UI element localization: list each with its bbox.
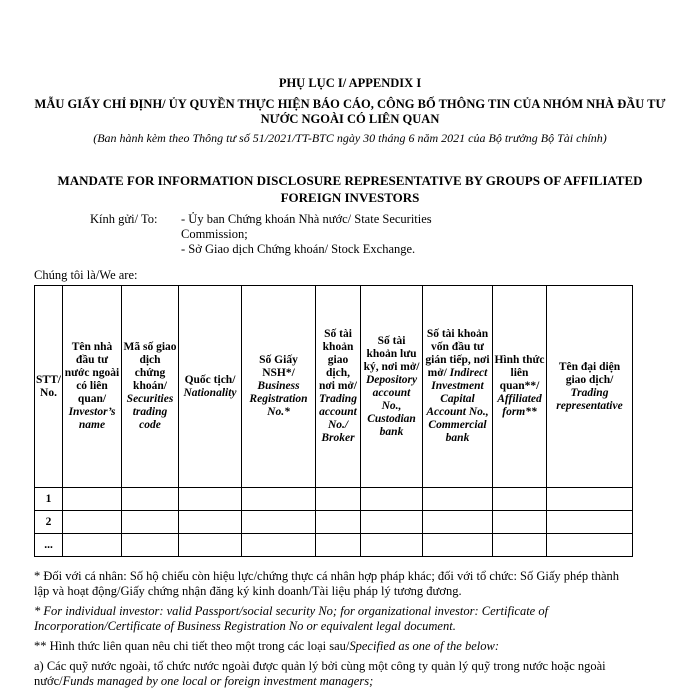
note-id-vn: * Đối với cá nhân: Số hộ chiếu còn hiệu lực/chứng thực cá nhân hợp pháp khác; đối với tổ chức: Số Giấy phép thành lập và hoạt động/Giấy chứng nhận đăng ký kinh doanh/Tài liệu pháp lý tương đương. [34,569,619,598]
table-cell[interactable] [316,511,361,534]
footnotes [34,569,634,694]
table-cell[interactable] [242,511,316,534]
header-depository-account: Số tài khoản lưu ký, nơi mở/ Depository account No., Custodian bank [361,286,423,488]
header-investor-name: Tên nhà đầu tư nước ngoài có liên quan/ Investor’s name [63,286,122,488]
header-nationality: Quốc tịch/ Nationality [179,286,242,488]
table-cell[interactable] [122,488,179,511]
table-cell[interactable] [63,534,122,557]
note-affiliated: ** Hình thức liên quan nêu chi tiết theo một trong các loại sau/Specified as one of the below: [34,639,499,653]
header-affiliated-form: Hình thức liên quan**/ Affiliated form** [493,286,547,488]
table-cell[interactable] [179,488,242,511]
appendix-heading: PHỤ LỤC I/ APPENDIX I [278,76,422,90]
header-capital-account: Số tài khoản vốn đầu tư gián tiếp, nơi mở/ Indirect Investment Capital Account No., Commercial bank [423,286,493,488]
table-cell[interactable] [547,534,633,557]
table-header-row [35,286,633,488]
table-cell[interactable] [63,511,122,534]
addressee-list [181,212,481,257]
table-cell[interactable] [547,511,633,534]
table-cell[interactable] [423,511,493,534]
header-trading-representative: Tên đại diện giao dịch/ Trading representative [547,286,633,488]
table-cell[interactable] [361,488,423,511]
header-trading-account: Số tài khoản giao dịch, nơi mở/ Trading account No./ Broker [316,286,361,488]
investor-table [34,285,633,557]
table-cell[interactable] [423,488,493,511]
row-number: 2 [35,511,63,534]
title-vietnamese: MẪU GIẤY CHỈ ĐỊNH/ ỦY QUYỀN THỰC HIỆN BÁO CÁO, CÔNG BỐ THÔNG TIN CỦA NHÓM NHÀ ĐẦU TƯ NƯỚC NGOÀI CÓ LIÊN QUAN [34,97,666,126]
table-row [35,511,633,534]
issued-note: (Ban hành kèm theo Thông tư số 51/2021/TT-BTC ngày 30 tháng 6 năm 2021 của Bộ trưởng Bộ Tài chính) [93,131,607,145]
table-cell[interactable] [63,488,122,511]
table-cell[interactable] [361,534,423,557]
table-cell[interactable] [423,534,493,557]
table-cell[interactable] [122,534,179,557]
table-cell[interactable] [547,488,633,511]
note-funds: a) Các quỹ nước ngoài, tổ chức nước ngoài được quản lý bởi cùng một công ty quản lý quỹ trong nước hoặc ngoài nước/Funds managed by one local or foreign investment managers; [34,659,606,688]
table-cell[interactable] [316,488,361,511]
title-english: MANDATE FOR INFORMATION DISCLOSURE REPRESENTATIVE BY GROUPS OF AFFILIATED FOREIGN INVESTORS [57,173,643,205]
header-business-registration: Số Giấy NSH*/ Business Registration No.* [242,286,316,488]
row-number: 1 [35,488,63,511]
table-cell[interactable] [179,534,242,557]
addressee-ssc: - Ủy ban Chứng khoán Nhà nước/ State Securities Commission; [181,212,432,241]
table-cell[interactable] [493,488,547,511]
table-row [35,534,633,557]
addressee-stock-exchange: - Sở Giao dịch Chứng khoán/ Stock Exchange. [181,242,416,256]
table-cell[interactable] [361,511,423,534]
row-number: ... [35,534,63,557]
table-cell[interactable] [242,534,316,557]
note-id-en: * For individual investor: valid Passport/social security No; for organizational investor: Certificate of Incorporation/Certificate of Business Registration No or equivalent legal document. [34,604,549,633]
table-cell[interactable] [122,511,179,534]
table-cell[interactable] [179,511,242,534]
table-cell[interactable] [493,511,547,534]
header-trading-code: Mã số giao dịch chứng khoán/ Securities trading code [122,286,179,488]
table-cell[interactable] [493,534,547,557]
header-no: STT/ No. [35,286,63,488]
table-row [35,488,633,511]
addressee-label: Kính gửi/ To: [90,212,158,226]
we-are-label: Chúng tôi là/We are: [34,268,138,282]
table-cell[interactable] [316,534,361,557]
table-cell[interactable] [242,488,316,511]
